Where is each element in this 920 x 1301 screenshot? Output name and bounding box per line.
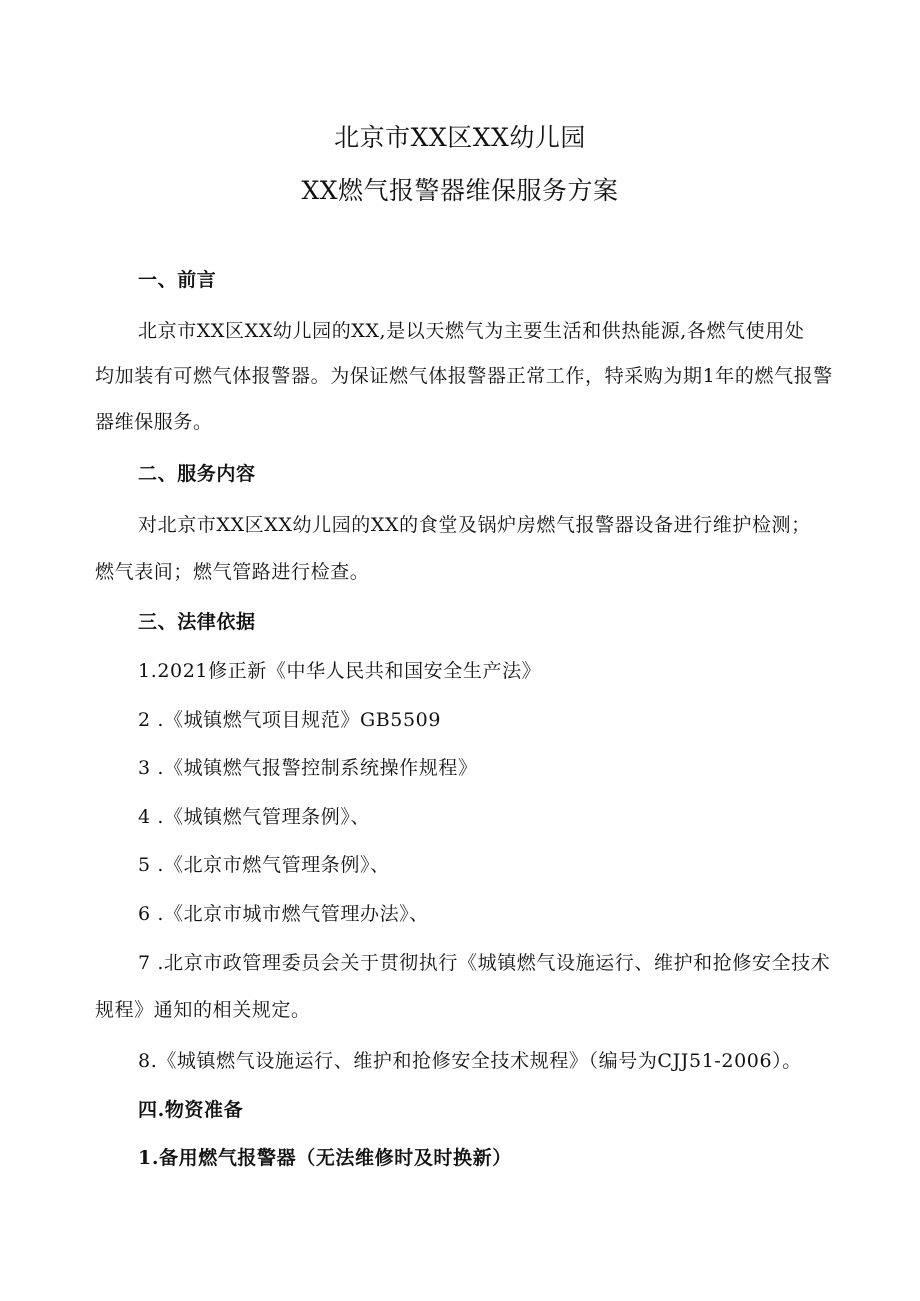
- section-heading-service: 二、服务内容: [138, 463, 256, 485]
- section-heading-preface: 一、前言: [138, 269, 217, 291]
- preface-line-2: 均加装有可燃气体报警器。为保证燃气体报警器正常工作，特采购为期1年的燃气报警: [95, 365, 833, 387]
- document-title-line-1: 北京市XX区XX幼儿园: [334, 123, 586, 152]
- document-title-line-2: XX燃气报警器维保服务方案: [301, 176, 619, 205]
- section-heading-legal: 三、法律依据: [138, 611, 256, 633]
- section-heading-materials: 四.物资准备: [138, 1099, 244, 1121]
- legal-item-6: 6 .《北京市城市燃气管理办法》、: [138, 903, 429, 925]
- legal-item-2: 2 .《城镇燃气项目规范》GB5509: [138, 709, 442, 731]
- legal-item-3: 3 .《城镇燃气报警控制系统操作规程》: [138, 757, 478, 779]
- legal-item-1: 1.2021修正新《中华人民共和国安全生产法》: [138, 660, 542, 682]
- preface-line-3: 器维保服务。: [95, 411, 213, 433]
- legal-item-7-continued: 规程》通知的相关规定。: [95, 999, 311, 1021]
- service-line-2: 燃气表间；燃气管路进行检查。: [95, 561, 370, 583]
- service-line-1: 对北京市XX区XX幼儿园的XX的食堂及锅炉房燃气报警器设备进行维护检测；: [138, 514, 811, 536]
- legal-item-7: 7 .北京市政管理委员会关于贯彻执行《城镇燃气设施运行、维护和抢修安全技术: [138, 952, 831, 974]
- legal-item-8: 8.《城镇燃气设施运行、维护和抢修安全技术规程》（编号为CJJ51-2006）。: [138, 1050, 802, 1072]
- preface-line-1: 北京市XX区XX幼儿园的XX,是以天燃气为主要生活和供热能源,各燃气使用处: [138, 320, 805, 342]
- legal-item-4: 4 .《城镇燃气管理条例》、: [138, 806, 371, 828]
- legal-item-5: 5 .《北京市燃气管理条例》、: [138, 854, 390, 876]
- materials-item-1: 1.备用燃气报警器（无法维修时及时换新）: [138, 1147, 512, 1169]
